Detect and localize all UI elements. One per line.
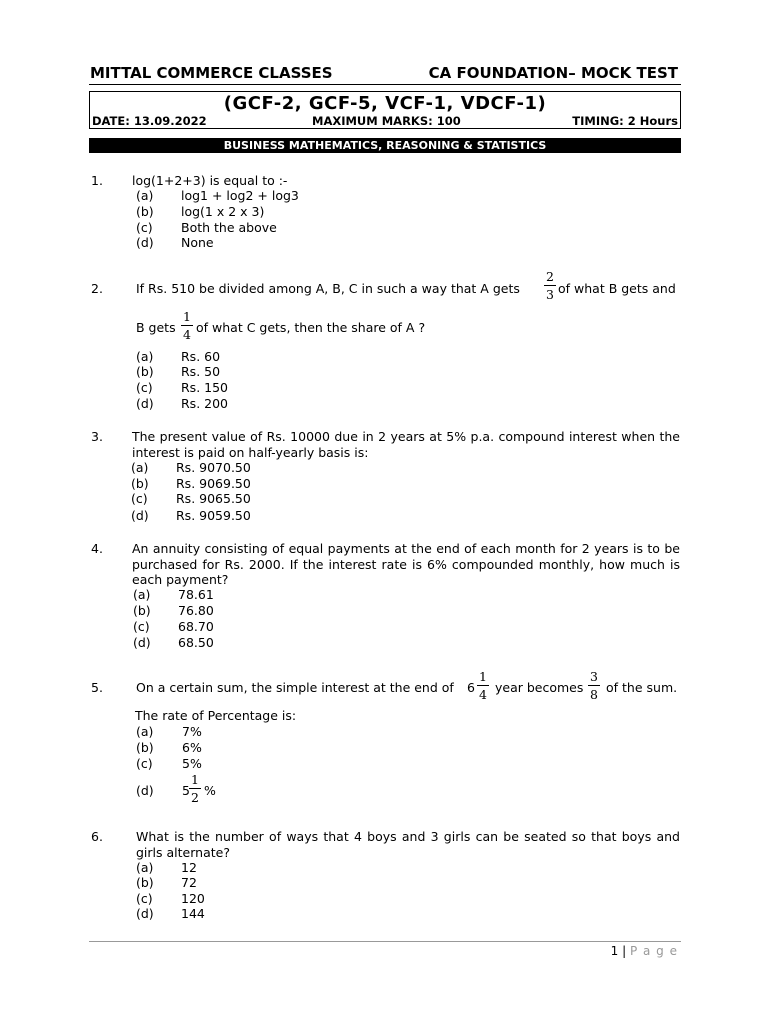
option-label: (b) bbox=[136, 740, 154, 755]
option-text: 5 bbox=[182, 783, 190, 798]
fraction-one-half: 1 2 bbox=[188, 771, 202, 806]
maximum-marks: MAXIMUM MARKS: 100 bbox=[312, 114, 461, 128]
question-number: 5. bbox=[91, 680, 103, 695]
header-divider bbox=[89, 84, 681, 85]
fraction-one-quarter: 1 4 bbox=[180, 308, 194, 343]
option-label: (d) bbox=[136, 396, 154, 411]
option-label: (c) bbox=[136, 220, 153, 235]
option-label: (c) bbox=[136, 380, 153, 395]
option-label: (c) bbox=[136, 756, 153, 771]
option-text: 78.61 bbox=[178, 587, 214, 602]
option-text: 6% bbox=[182, 740, 202, 755]
question-stem: If Rs. 510 be divided among A, B, C in such a way that A gets bbox=[136, 281, 520, 296]
question-stem-continued: year becomes bbox=[495, 680, 584, 695]
option-text: 68.70 bbox=[178, 619, 214, 634]
option-text: Rs. 50 bbox=[181, 364, 221, 379]
batch-codes: (GCF-2, GCF-5, VCF-1, VDCF-1) bbox=[223, 93, 547, 114]
option-label: (d) bbox=[131, 508, 149, 523]
option-text: Rs. 9065.50 bbox=[176, 491, 251, 506]
option-label: (b) bbox=[136, 204, 154, 219]
option-label: (d) bbox=[136, 906, 154, 921]
option-text: 12 bbox=[181, 860, 197, 875]
option-label: (b) bbox=[133, 603, 151, 618]
option-label: (a) bbox=[136, 188, 154, 203]
option-text: Rs. 9059.50 bbox=[176, 508, 251, 523]
option-text: log1 + log2 + log3 bbox=[181, 188, 299, 203]
question-number: 3. bbox=[91, 429, 103, 444]
question-stem-line2-continued: of what C gets, then the share of A ? bbox=[196, 320, 426, 335]
question-stem: On a certain sum, the simple interest at the end of bbox=[136, 680, 454, 695]
option-text: 68.50 bbox=[178, 635, 214, 650]
question-number: 4. bbox=[91, 541, 103, 556]
option-text: 144 bbox=[181, 906, 205, 921]
option-label: (a) bbox=[133, 587, 151, 602]
fraction-one-quarter: 1 4 bbox=[476, 668, 490, 703]
option-label: (c) bbox=[131, 491, 148, 506]
section-title: BUSINESS MATHEMATICS, REASONING & STATISTICS bbox=[89, 138, 681, 153]
option-label: (d) bbox=[136, 783, 154, 798]
fraction-two-thirds: 2 3 bbox=[543, 268, 557, 303]
option-label: (a) bbox=[131, 460, 149, 475]
option-text: Rs. 9070.50 bbox=[176, 460, 251, 475]
footer-divider bbox=[89, 941, 681, 942]
option-text: 76.80 bbox=[178, 603, 214, 618]
exam-timing: TIMING: 2 Hours bbox=[572, 114, 678, 128]
option-text: None bbox=[181, 235, 214, 250]
option-label: (a) bbox=[136, 724, 154, 739]
option-text: log(1 x 2 x 3) bbox=[181, 204, 265, 219]
option-text: Rs. 150 bbox=[181, 380, 229, 395]
question-stem: An annuity consisting of equal payments at the end of each month for 2 years is to be purchased for Rs. 2000. If the interest rate is 6% compounded monthly, how much is each payment? bbox=[132, 541, 680, 588]
option-text: Rs. 200 bbox=[181, 396, 229, 411]
option-text: 120 bbox=[181, 891, 205, 906]
institute-name: MITTAL COMMERCE CLASSES bbox=[90, 64, 333, 82]
question-number: 2. bbox=[91, 281, 103, 296]
question-stem: log(1+2+3) is equal to :- bbox=[132, 173, 288, 188]
page-footer bbox=[611, 944, 678, 958]
question-number: 1. bbox=[91, 173, 103, 188]
option-label: (a) bbox=[136, 860, 154, 875]
exam-date: DATE: 13.09.2022 bbox=[92, 114, 207, 128]
option-text: 7% bbox=[182, 724, 202, 739]
option-text: 72 bbox=[181, 875, 197, 890]
option-label: (d) bbox=[133, 635, 151, 650]
option-label: (b) bbox=[136, 364, 154, 379]
option-label: (b) bbox=[131, 476, 149, 491]
question-stem-line2: The rate of Percentage is: bbox=[135, 708, 297, 723]
option-label: (a) bbox=[136, 349, 154, 364]
exam-info-box bbox=[89, 91, 681, 129]
question-stem: What is the number of ways that 4 boys and 3 girls can be seated so that boys and girls alternate? bbox=[136, 829, 680, 860]
option-text: Rs. 9069.50 bbox=[176, 476, 251, 491]
question-stem-end: of the sum. bbox=[606, 680, 678, 695]
question-number: 6. bbox=[91, 829, 103, 844]
exam-title: CA FOUNDATION– MOCK TEST bbox=[428, 64, 678, 82]
question-stem-line2: B gets bbox=[136, 320, 176, 335]
option-label: (b) bbox=[136, 875, 154, 890]
option-label: (c) bbox=[133, 619, 150, 634]
option-text: Rs. 60 bbox=[181, 349, 221, 364]
option-text: Both the above bbox=[181, 220, 277, 235]
percent-sign: % bbox=[204, 783, 216, 798]
question-stem-continued: of what B gets and bbox=[558, 281, 676, 296]
fraction-three-eighths: 3 8 bbox=[587, 668, 601, 703]
mixed-number-whole: 6 bbox=[467, 680, 475, 695]
page-label: P a g e bbox=[629, 944, 678, 958]
footer-separator: | bbox=[622, 944, 627, 958]
option-label: (c) bbox=[136, 891, 153, 906]
page-number: 1 bbox=[610, 944, 619, 958]
option-label: (d) bbox=[136, 235, 154, 250]
question-stem: The present value of Rs. 10000 due in 2 years at 5% p.a. compound interest when the interest is paid on half-yearly basis is: bbox=[132, 429, 680, 460]
option-text: 5% bbox=[182, 756, 202, 771]
